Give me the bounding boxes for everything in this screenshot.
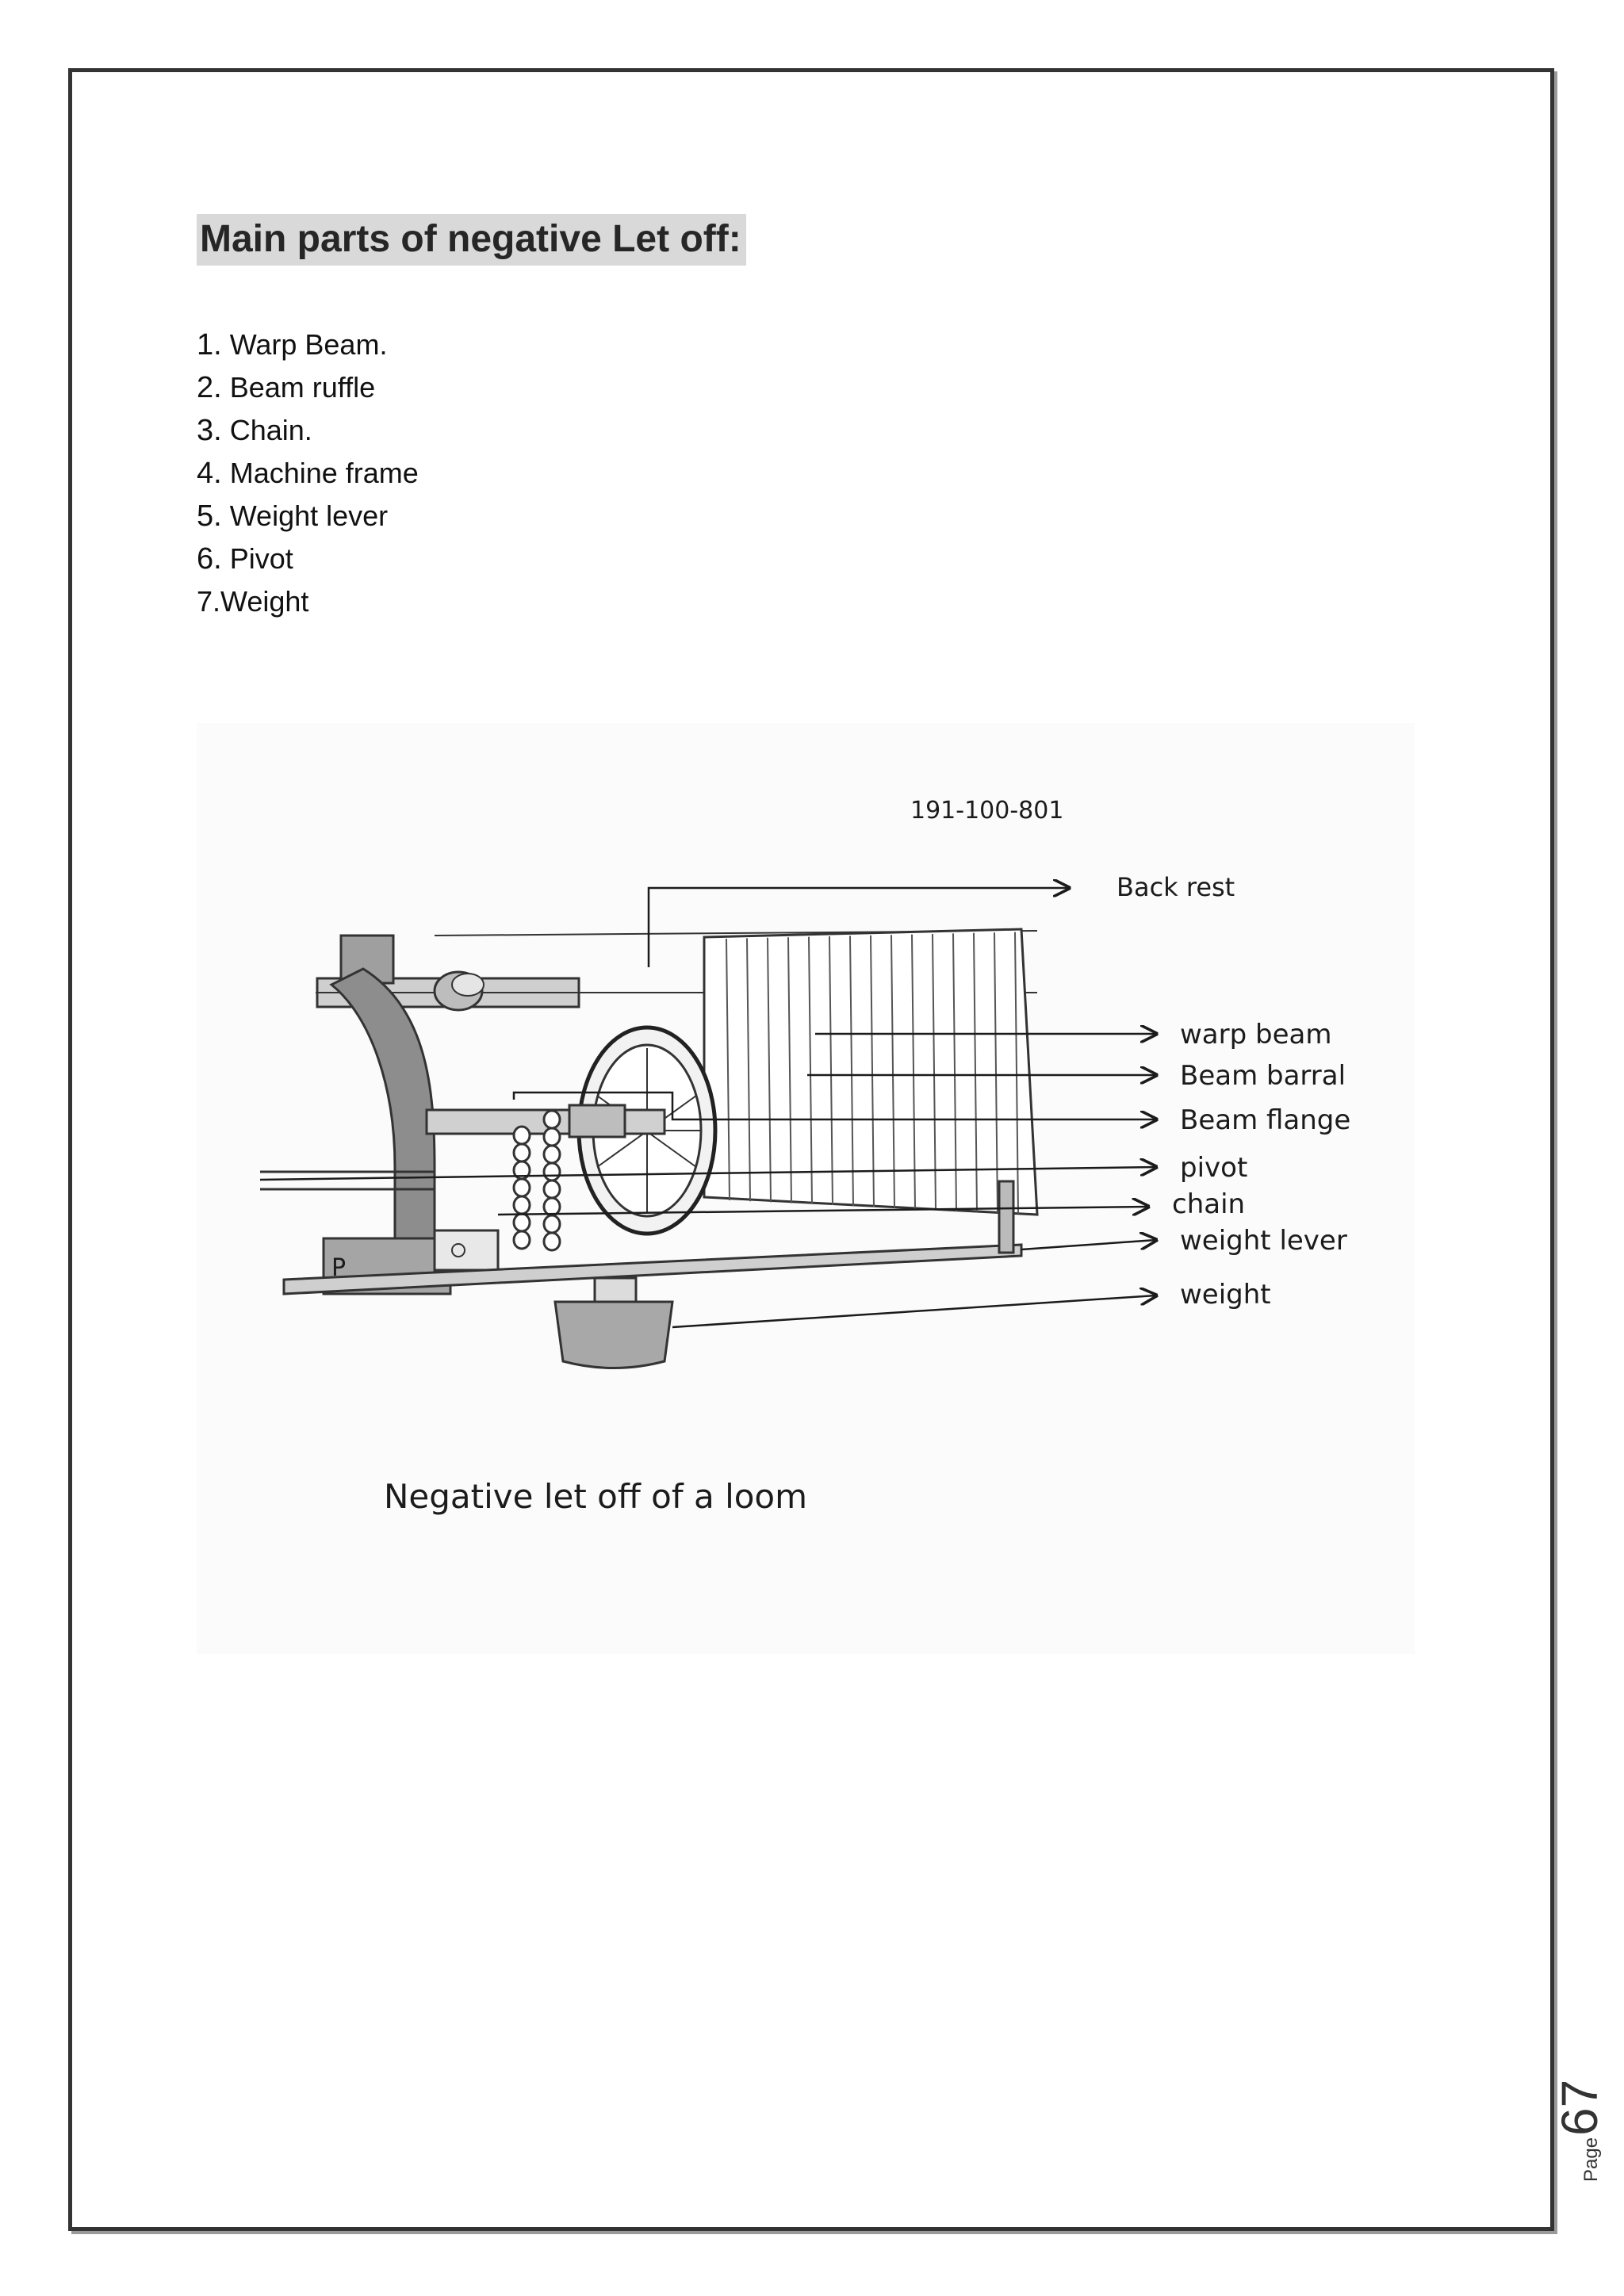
list-item: 3. Chain.	[197, 414, 312, 447]
label-beam-barrel: Beam barral	[1180, 1060, 1346, 1092]
parts-list	[197, 323, 419, 623]
svg-text:P: P	[331, 1254, 347, 1282]
label-pivot: pivot	[1180, 1152, 1248, 1184]
figure-caption: Negative let off of a loom	[384, 1477, 808, 1516]
list-item: 7.Weight	[197, 585, 309, 618]
label-weight-lever: weight lever	[1180, 1225, 1347, 1257]
list-item: 6. Pivot	[197, 542, 293, 576]
list-item: 5. Weight lever	[197, 499, 389, 533]
label-beam-flange: Beam flange	[1180, 1104, 1351, 1136]
list-item: 4. Machine frame	[197, 457, 419, 490]
page-heading: Main parts of negative Let off:	[197, 214, 746, 266]
list-item: 2. Beam ruffle	[197, 371, 376, 404]
label-back-rest: Back rest	[1116, 872, 1235, 902]
page-number: Page67	[1551, 2079, 1608, 2182]
label-weight: weight	[1180, 1279, 1271, 1311]
label-warp-beam: warp beam	[1180, 1019, 1332, 1050]
list-item: 1. Warp Beam.	[197, 328, 388, 362]
weight	[555, 1278, 672, 1368]
registration-number: 191-100-801	[910, 797, 1064, 825]
label-chain: chain	[1172, 1188, 1246, 1220]
let-off-drawing	[197, 723, 1415, 1654]
